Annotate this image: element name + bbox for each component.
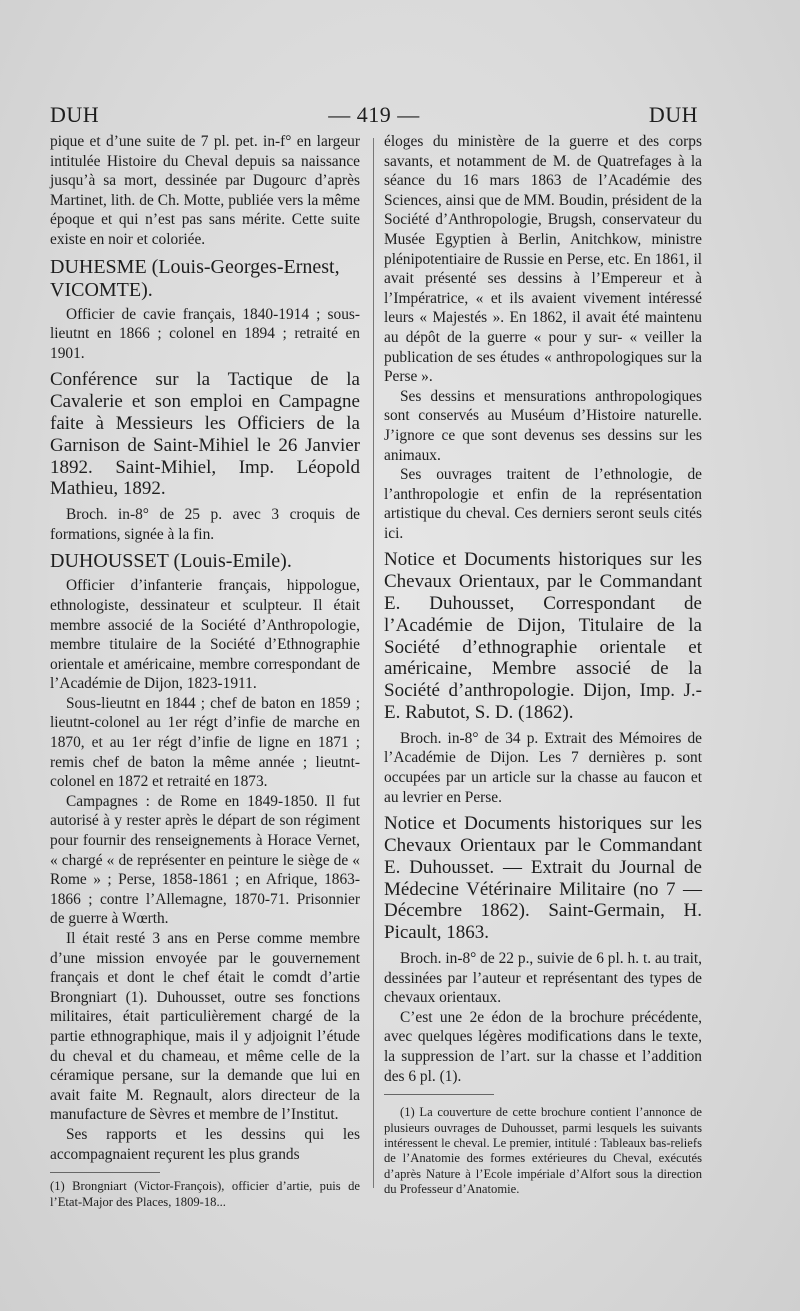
paragraph: Broch. in-8° de 22 p., suivie de 6 pl. h. t. au trait, dessinées par l’auteur et représentant des types de chevaux orientaux. <box>384 950 702 1007</box>
paragraph: Officier d’infanterie français, hippologue, ethnologiste, dessinateur et sculpteur. Il était membre associé de la Société d’Anthropologie, membre titulaire de la Société d’Ethnographie orientale et américaine, membre correspondant de l’Académie de Dijon, 1823-1911. <box>50 577 360 693</box>
page-number: — 419 — <box>328 102 420 127</box>
paragraph: pique et d’une suite de 7 pl. pet. in-f° en largeur intitulée Histoire du Cheval depuis sa naissance jusqu’à sa mort, dessinée par Dugourc d’après Martinet, lith. de Ch. Motte, publiée vers la même époque et qui n’est pas sans mérite. Cette suite existe en noir et coloriée. <box>50 133 360 248</box>
running-header <box>50 102 698 132</box>
footnote-rule <box>384 1094 494 1095</box>
paragraph: Ses ouvrages traitent de l’ethnologie, de l’anthropologie et enfin de la représentation artistique du cheval. Ces derniers seront seuls cités ici. <box>384 466 702 542</box>
footnote: (1) La couverture de cette brochure contient l’annonce de plusieurs ouvrages de Duhousset, parmi lesquels les suivants intéressent le cheval. Le premier, intitulé : Tableaux bas-reliefs de l’Anatomie des formes extérieures du Cheval, exécutés d’après Nature à l’Ecole impériale d’Alfort sous la direction du Professeur d’Anatomie. <box>384 1105 702 1197</box>
left-column <box>50 132 360 1210</box>
book-title: Notice et Documents historiques sur les Chevaux Orientaux, par le Commandant E. Duhousset, Correspondant de l’Académie de Dijon, Titulaire de la Société d’ethnographie orientale et américaine, Membre associé de la Société d’anthropologie. Dijon, Imp. J.-E. Rabutot, S. D. (1862). <box>384 549 702 724</box>
paragraph: éloges du ministère de la guerre et des corps savants, et notamment de M. de Quatrefages à la séance du 16 mars 1863 de l’Académie des Sciences, ainsi que de MM. Boudin, président de la Société d’Anthropologie, Brugsh, conservateur du Musée Egyptien à Berlin, Anitchkow, ministre plénipotentiaire de Russie en Perse, etc. En 1861, il avait présenté ses dessins à l’Empereur et à l’Impératrice, « et ils avaient vivement intéressé leurs « Majestés ». En 1862, il avait été maintenu au dépôt de la guerre « pour y sur- « veiller la publication de ses études « anthropologiques sur la Perse ». <box>384 133 702 386</box>
right-column <box>384 132 702 1198</box>
paragraph: Ses rapports et les dessins qui les accompagnaient reçurent les plus grands <box>50 1125 360 1163</box>
paragraph: Broch. in-8° de 34 p. Extrait des Mémoires de l’Académie de Dijon. Les 7 dernières p. sont occupées par un article sur la chasse au faucon et au levrier en Perse. <box>384 729 702 806</box>
paragraph: Officier de cavie français, 1840-1914 ; sous-lieutnt en 1866 ; colonel en 1894 ; retraité en 1901. <box>50 305 360 362</box>
entry-heading-duhesme: DUHESME (Louis-Georges-Ernest, VICOMTE). <box>50 255 340 301</box>
paragraph: Sous-lieutnt en 1844 ; chef de baton en 1859 ; lieutnt-colonel au 1er régt d’infie de marche en 1870, et au 1er régt d’infie de ligne en 1871 ; remis chef de baton la même année ; lieutnt-colonel en 1872 et retraité en 1873. <box>50 694 360 791</box>
header-right-word: DUH <box>648 102 698 127</box>
entry-heading-duhousset: DUHOUSSET (Louis-Emile). <box>50 550 292 573</box>
header-left-word: DUH <box>50 102 100 127</box>
footnote: (1) Brongniart (Victor-François), officier d’artie, puis de l’Etat-Major des Places, 1809-18... <box>50 1179 360 1209</box>
paragraph: C’est une 2e édon de la brochure précédente, avec quelques légères modifications dans le texte, la suppression de l’art. sur la chasse et l’addition des 6 pl. (1). <box>384 1008 702 1085</box>
paragraph: Ses dessins et mensurations anthropologiques sont conservés au Muséum d’Histoire naturelle. J’ignore ce que sont devenus ses dessins sur les animaux. <box>384 387 702 464</box>
paragraph: Campagnes : de Rome en 1849-1850. Il fut autorisé à y rester après le départ de son régiment pour fournir des renseignements à Horace Vernet, « chargé « de représenter en peinture le siège de « Rome » ; Perse, 1858-1861 ; en Afrique, 1863-1866 ; contre l’Allemagne, 1870-71. Prisonnier de guerre à Wœrth. <box>50 792 360 928</box>
footnote-rule <box>50 1172 160 1173</box>
paragraph: Il était resté 3 ans en Perse comme membre d’une mission envoyée par le gouvernement français et dont le chef était le comdt d’artie Brongniart (1). Duhousset, outre ses fonctions militaires, était particulièrement chargé de la partie ethnographique, mais il y adjoignit l’étude du cheval et du chameau, et même celle de la céramique persane, sur la demande que lui en avait faite M. Regnault, alors directeur de la manufacture de Sèvres et membre de l’Institut. <box>50 930 360 1124</box>
book-title: Conférence sur la Tactique de la Cavalerie et son emploi en Campagne faite à Messieurs les Officiers de la Garnison de Saint-Mihiel le 26 Janvier 1892. Saint-Mihiel, Imp. Léopold Mathieu, 1892. <box>50 369 360 500</box>
paragraph: Broch. in-8° de 25 p. avec 3 croquis de formations, signée à la fin. <box>50 506 360 543</box>
book-title: Notice et Documents historiques sur les Chevaux Orientaux par le Commandant E. Duhousset. — Extrait du Journal de Médecine Vétérinaire Militaire (no 7 — Décembre 1862). Saint-Germain, H. Picault, 1863. <box>384 813 702 944</box>
column-divider <box>373 138 374 1188</box>
